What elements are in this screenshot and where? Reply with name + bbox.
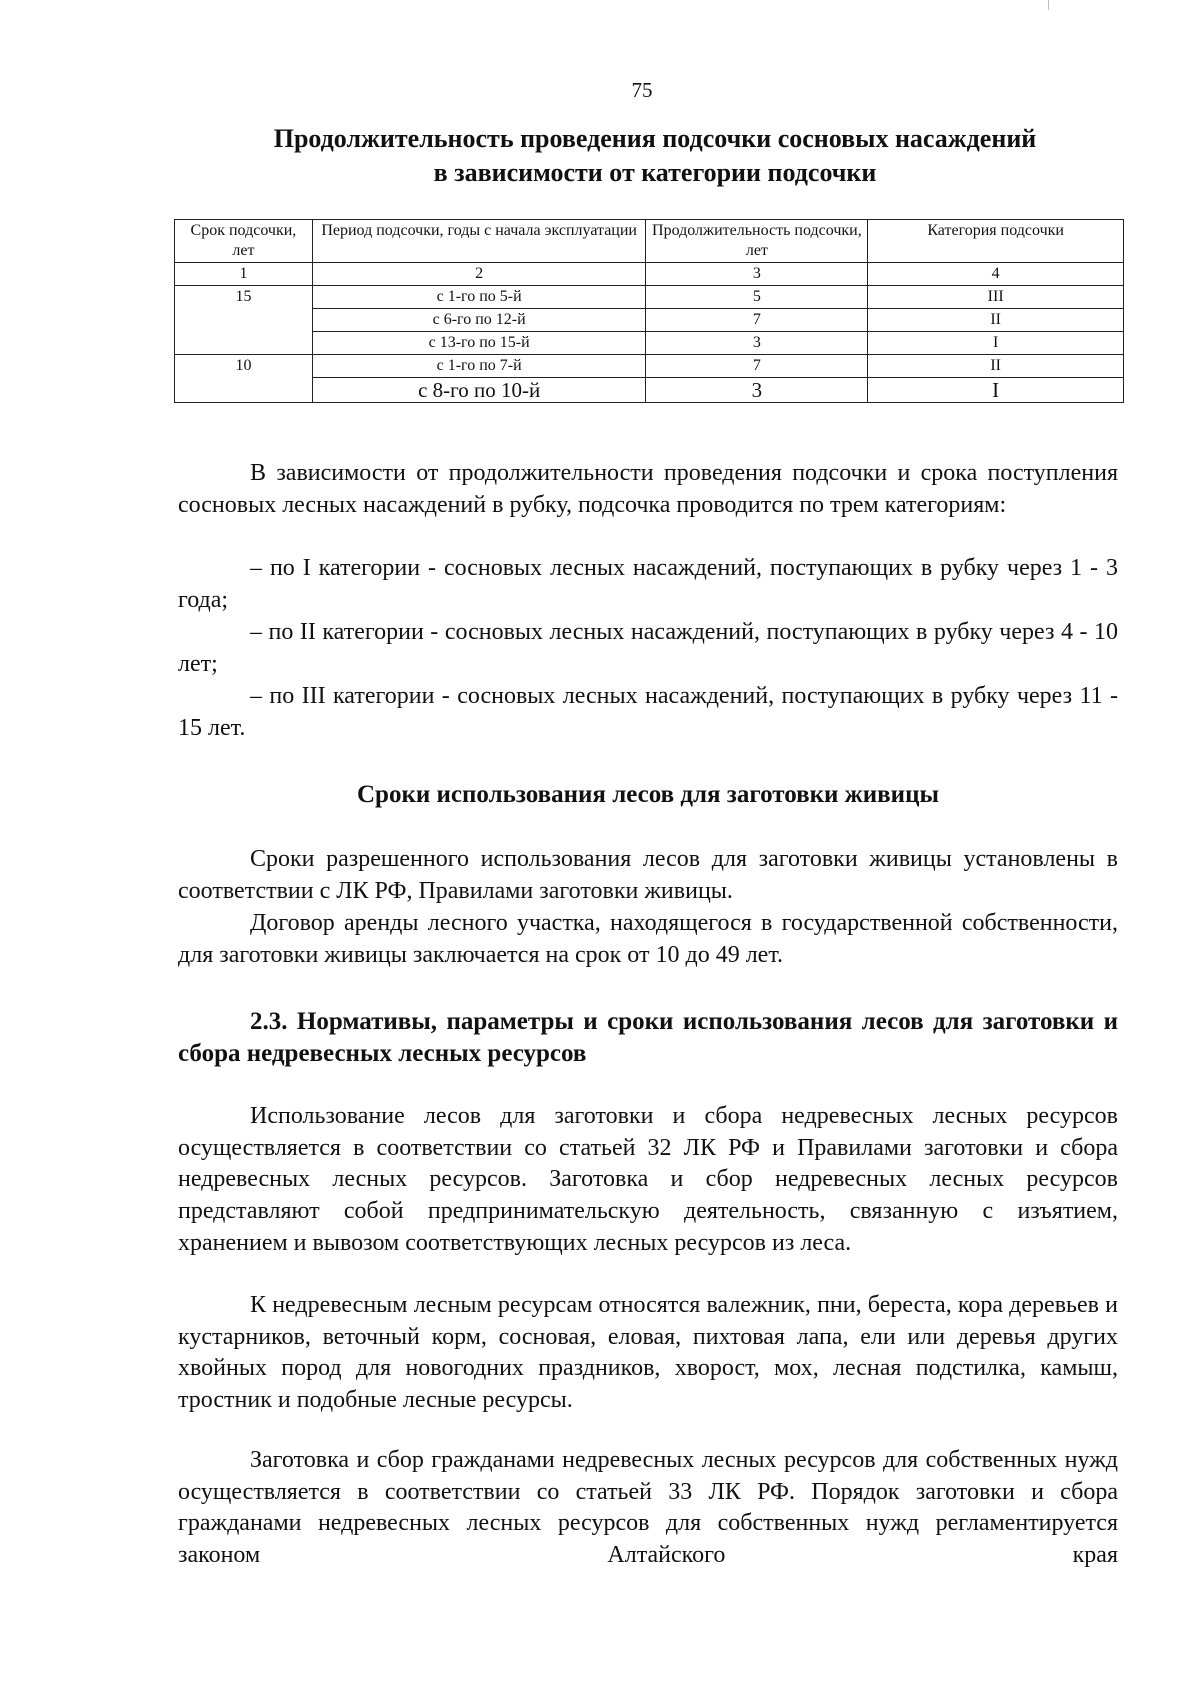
header-category: Категория подсочки — [868, 220, 1124, 263]
duration-cell: 7 — [646, 355, 868, 378]
table-title-line-2: в зависимости от категории подсочки — [433, 158, 877, 187]
category-cell: II — [868, 355, 1124, 378]
col-number: 1 — [175, 263, 313, 286]
resin-paragraph: Договор аренды лесного участка, находящегося в государственной собственности, для заготовки живицы заключается на срок от 10 до 49 лет. — [178, 910, 1118, 968]
intro-paragraph: В зависимости от продолжительности проведения подсочки и срока поступления сосновых лесных насаждений в рубку, подсочка проводится по трем категориям: — [178, 460, 1118, 518]
header-period: Период подсочки, годы с начала эксплуатации — [312, 220, 646, 263]
header-term: Срок подсочки, лет — [175, 220, 313, 263]
duration-cell: 3 — [646, 378, 868, 403]
col-number: 4 — [868, 263, 1124, 286]
col-number: 3 — [646, 263, 868, 286]
section-paragraph: Использование лесов для заготовки и сбора недревесных лесных ресурсов осуществляется в соответствии со статьей 32 ЛК РФ и Правилами заготовки и сбора недревесных лесных ресурсов. Заготовка и сбор недревесных лесных ресурсов представляют собой предпринимательскую деятельность, связанную с изъятием, хранением и вывозом соответствующих лесных ресурсов из леса. — [178, 1103, 1118, 1256]
term-cell: 15 — [175, 286, 313, 355]
section-paragraph: Заготовка и сбор гражданами недревесных лесных ресурсов для собственных нужд осуществляется в соответствии со статьей 33 ЛК РФ. Порядок заготовки и сбора гражданами недревесных лесных ресурсов для собственных нужд регламентируется законом Алтайского края — [178, 1447, 1118, 1569]
table-row — [175, 378, 1124, 403]
duration-cell: 3 — [646, 332, 868, 355]
term-cell: 10 — [175, 355, 313, 403]
section-2-3-title: 2.3. Нормативы, параметры и сроки использования лесов для заготовки и сбора недревесных лесных ресурсов — [178, 1008, 1118, 1067]
table-row — [175, 286, 1124, 309]
col-number: 2 — [312, 263, 646, 286]
category-cell: II — [868, 309, 1124, 332]
tapping-duration-table — [174, 219, 1124, 403]
period-cell: с 1-го по 7-й — [312, 355, 646, 378]
period-cell: с 1-го по 5-й — [312, 286, 646, 309]
table-header-row — [175, 220, 1124, 263]
scan-mark — [1048, 0, 1049, 10]
category-cell: III — [868, 286, 1124, 309]
page-number: 75 — [631, 78, 653, 102]
duration-cell: 7 — [646, 309, 868, 332]
period-cell: с 8-го по 10-й — [312, 378, 646, 403]
duration-cell: 5 — [646, 286, 868, 309]
category-list-item: – по II категории - сосновых лесных насаждений, поступающих в рубку через 4 - 10 лет; — [178, 619, 1118, 677]
table-row — [175, 309, 1124, 332]
table-title-line-1: Продолжительность проведения подсочки сосновых насаждений — [273, 124, 1037, 153]
category-cell: I — [868, 332, 1124, 355]
table-row — [175, 332, 1124, 355]
table-column-numbers-row — [175, 263, 1124, 286]
header-duration: Продолжительность подсочки, лет — [646, 220, 868, 263]
resin-paragraph: Сроки разрешенного использования лесов для заготовки живицы установлены в соответствии с ЛК РФ, Правилами заготовки живицы. — [178, 846, 1118, 904]
section-resin-title: Сроки использования лесов для заготовки живицы — [357, 781, 939, 808]
period-cell: с 13-го по 15-й — [312, 332, 646, 355]
table-row — [175, 355, 1124, 378]
category-list-item: – по III категории - сосновых лесных насаждений, поступающих в рубку через 11 - 15 лет. — [178, 683, 1118, 741]
category-cell: I — [868, 378, 1124, 403]
section-paragraph: К недревесным лесным ресурсам относятся валежник, пни, береста, кора деревьев и кустарников, веточный корм, сосновая, еловая, пихтовая лапа, ели или деревья других хвойных пород для новогодних праздников, хворост, мох, лесная подстилка, камыш, тростник и подобные лесные ресурсы. — [178, 1292, 1118, 1414]
category-list-item: – по I категории - сосновых лесных насаждений, поступающих в рубку через 1 - 3 года; — [178, 555, 1118, 613]
period-cell: с 6-го по 12-й — [312, 309, 646, 332]
